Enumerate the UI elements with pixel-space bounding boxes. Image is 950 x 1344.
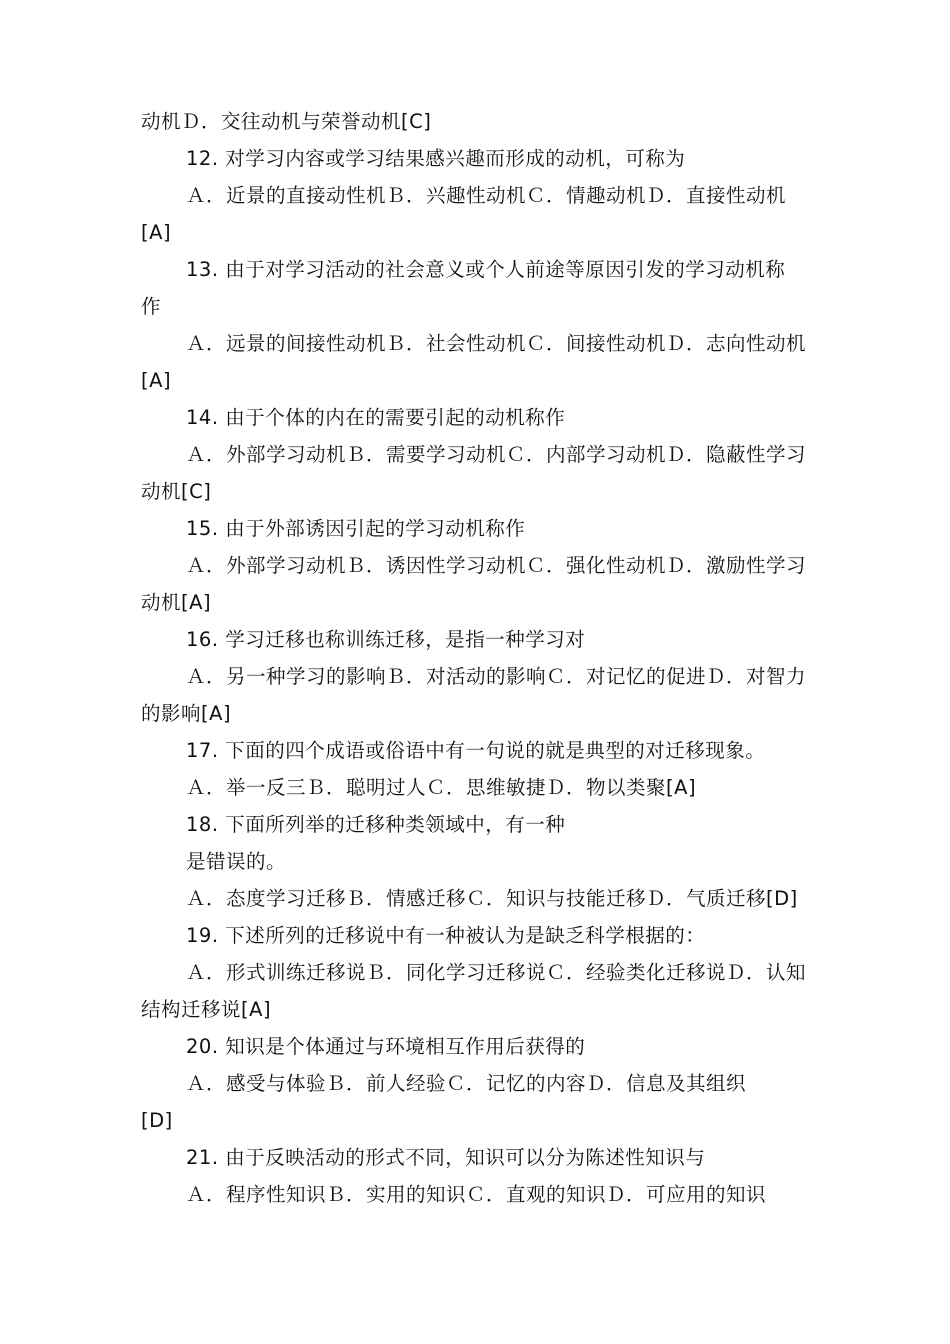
question-12-options: Ａ．近景的直接动性机Ｂ．兴趣性动机Ｃ．情趣动机Ｄ．直接性动机: [186, 184, 787, 207]
question-15-stem: 15. 由于外部诱因引起的学习动机称作: [186, 517, 526, 540]
question-14-options: Ａ．外部学习动机Ｂ．需要学习动机Ｃ．内部学习动机Ｄ．隐蔽性学习: [186, 443, 807, 466]
question-17-stem: 17. 下面的四个成语或俗语中有一句说的就是典型的对迁移现象。: [186, 739, 766, 762]
question-14-stem: 14. 由于个体的内在的需要引起的动机称作: [186, 406, 566, 429]
question-18-stem: 18. 下面所列举的迁移种类领域中，有一种: [186, 813, 566, 836]
question-12-stem: 12. 对学习内容或学习结果感兴趣而形成的动机，可称为: [186, 147, 686, 170]
question-18-options: Ａ．态度学习迁移Ｂ．情感迁移Ｃ．知识与技能迁移Ｄ．气质迁移[D]: [186, 887, 798, 910]
question-13-stem-cont: 作: [141, 295, 162, 318]
question-13-stem: 13. 由于对学习活动的社会意义或个人前途等原因引发的学习动机称: [186, 258, 786, 281]
question-14-answer: 动机[C]: [141, 480, 212, 503]
question-21-options: Ａ．程序性知识Ｂ．实用的知识Ｃ．直观的知识Ｄ．可应用的知识: [186, 1183, 767, 1206]
question-20-answer: [D]: [141, 1109, 173, 1132]
question-18-stem-cont: 是错误的。: [186, 850, 287, 873]
question-15-options: Ａ．外部学习动机Ｂ．诱因性学习动机Ｃ．强化性动机Ｄ．激励性学习: [186, 554, 807, 577]
question-19-answer: 结构迁移说[A]: [141, 998, 272, 1021]
question-16-stem: 16. 学习迁移也称训练迁移，是指一种学习对: [186, 628, 586, 651]
question-16-options: Ａ．另一种学习的影响Ｂ．对活动的影响Ｃ．对记忆的促进Ｄ．对智力: [186, 665, 807, 688]
question-21-stem: 21. 由于反映活动的形式不同，知识可以分为陈述性知识与: [186, 1146, 706, 1169]
question-17-options: Ａ．举一反三Ｂ．聪明过人Ｃ．思维敏捷Ｄ．物以类聚[A]: [186, 776, 697, 799]
question-20-options: Ａ．感受与体验Ｂ．前人经验Ｃ．记忆的内容Ｄ．信息及其组织: [186, 1072, 747, 1095]
question-16-answer: 的影响[A]: [141, 702, 232, 725]
question-19-options: Ａ．形式训练迁移说Ｂ．同化学习迁移说Ｃ．经验类化迁移说Ｄ．认知: [186, 961, 807, 984]
question-19-stem: 19. 下述所列的迁移说中有一种被认为是缺乏科学根据的：: [186, 924, 706, 947]
text-line: 动机Ｄ．交往动机与荣誉动机[C]: [141, 110, 432, 133]
question-20-stem: 20. 知识是个体通过与环境相互作用后获得的: [186, 1035, 586, 1058]
question-12-answer: [A]: [141, 221, 172, 244]
question-15-answer: 动机[A]: [141, 591, 212, 614]
question-13-answer: [A]: [141, 369, 172, 392]
question-13-options: Ａ．远景的间接性动机Ｂ．社会性动机Ｃ．间接性动机Ｄ．志向性动机: [186, 332, 807, 355]
